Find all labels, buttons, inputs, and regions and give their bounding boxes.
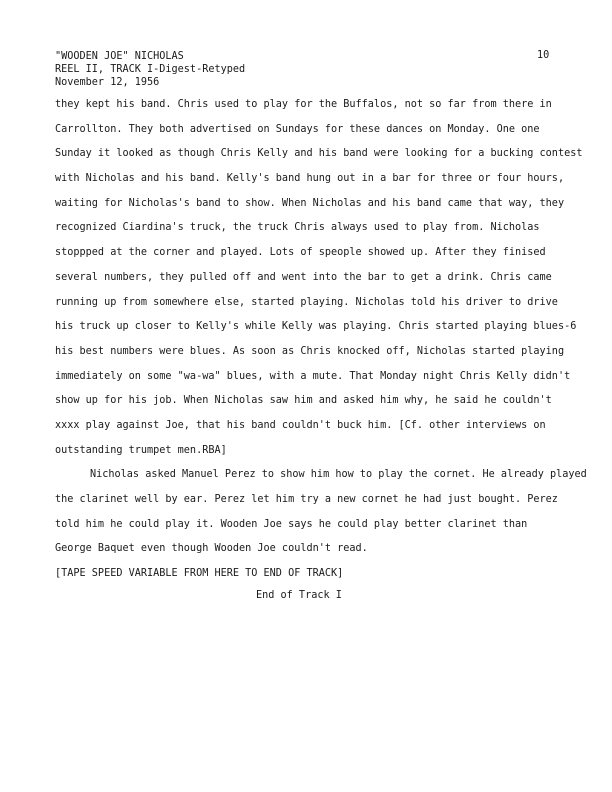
text-line: recognized Ciardina's truck, the truck Chris always used to play from. Nicholas xyxy=(55,222,540,234)
header-date: November 12, 1956 xyxy=(55,77,160,88)
text-line: waiting for Nicholas's band to show. When Nicholas and his band came that way, they xyxy=(55,197,565,209)
text-line: xxxx play against Joe, that his band couldn't buck him. [Cf. other interviews on xyxy=(55,419,546,431)
text-line: running up from somewhere else, started playing. Nicholas told his driver to drive xyxy=(55,296,558,308)
text-line: his best numbers were blues. As soon as Chris knocked off, Nicholas started playing xyxy=(55,345,565,357)
text-line: several numbers, they pulled off and went into the bar to get a drink. Chris came xyxy=(55,271,552,283)
text-line: outstanding trumpet men.RBA] xyxy=(55,444,227,456)
end-of-track-text: End of Track I xyxy=(256,590,342,601)
text-line: George Baquet even though Wooden Joe couldn't read. xyxy=(55,543,368,555)
text-line: Nicholas asked Manuel Perez to show him how to play the cornet. He already played xyxy=(90,469,587,481)
text-line: his truck up closer to Kelly's while Kelly was playing. Chris started playing blues-6 xyxy=(55,321,577,333)
page-number: 10 xyxy=(537,50,550,61)
document-body xyxy=(55,93,587,587)
text-line: Carrollton. They both advertised on Sundays for these dances on Monday. One one xyxy=(55,123,540,135)
text-line: they kept his band. Chris used to play for the Buffalos, not so far from there in xyxy=(55,99,552,110)
text-line: show up for his job. When Nicholas saw him and asked him why, he said he couldn't xyxy=(55,395,552,407)
header-reel: REEL II, TRACK I-Digest-Retyped xyxy=(55,64,246,75)
text-line: [TAPE SPEED VARIABLE FROM HERE TO END OF TRACK] xyxy=(55,568,344,580)
header-title: "WOODEN JOE" NICHOLAS xyxy=(55,51,184,62)
text-line: Sunday it looked as though Chris Kelly and his band were looking for a bucking contest xyxy=(55,148,583,160)
text-line: told him he could play it. Wooden Joe says he could play better clarinet than xyxy=(55,518,528,530)
text-line: the clarinet well by ear. Perez let him try a new cornet he had just bought. Perez xyxy=(55,494,558,505)
text-line: immediately on some "wa-wa" blues, with a mute. That Monday night Chris Kelly didn't xyxy=(55,370,571,382)
text-line: with Nicholas and his band. Kelly's band hung out in a bar for three or four hours, xyxy=(55,173,565,185)
document-header xyxy=(55,50,245,89)
text-line: stoppped at the corner and played. Lots of speople showed up. After they finised xyxy=(55,247,546,259)
